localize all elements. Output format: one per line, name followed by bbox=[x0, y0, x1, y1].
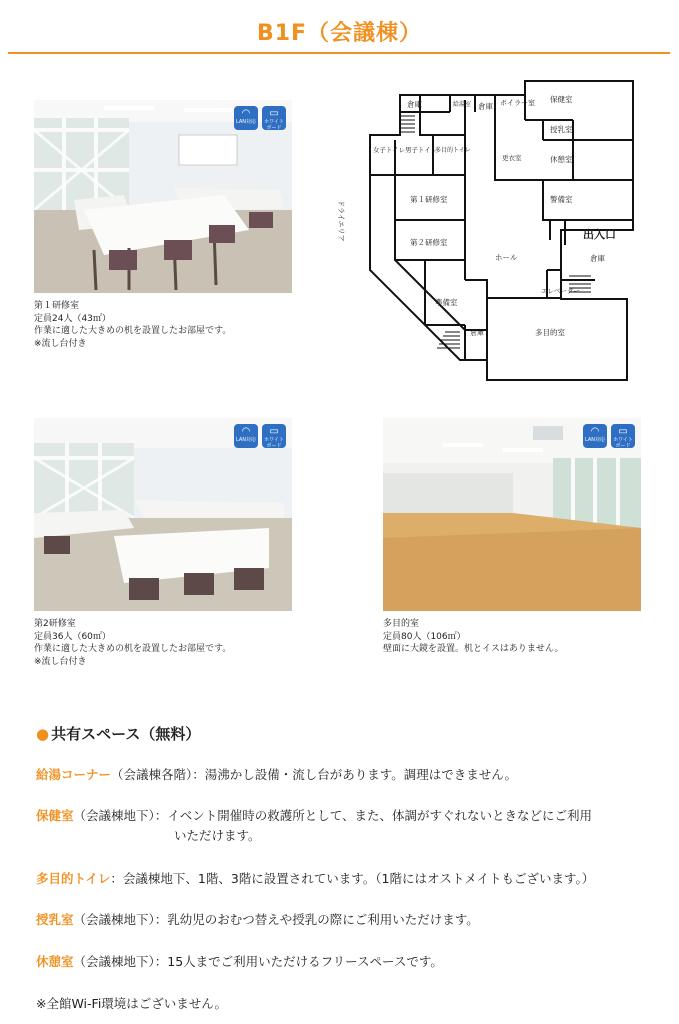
whiteboard-icon: ▭ ホワイトボード bbox=[611, 424, 635, 448]
floor-plan bbox=[337, 80, 635, 380]
svg-text:倉庫: 倉庫 bbox=[590, 254, 605, 263]
lan-icon: ◠ LAN対応 bbox=[234, 106, 258, 130]
lan-icon: ◠ LAN対応 bbox=[583, 424, 607, 448]
svg-text:倉庫: 倉庫 bbox=[478, 102, 493, 111]
svg-text:出入口: 出入口 bbox=[583, 228, 616, 241]
svg-text:女子トイレ: 女子トイレ bbox=[373, 146, 406, 154]
svg-text:準備室: 準備室 bbox=[435, 298, 458, 307]
wifi-note: ※全館Wi-Fi環境はございません。 bbox=[36, 996, 228, 1011]
svg-text:休憩室: 休憩室 bbox=[550, 155, 573, 164]
room1-caption: 第１研修室 定員24人（43㎡） 作業に適した大きめの机を設置したお部屋です。 ※流し台付き bbox=[34, 301, 232, 349]
svg-text:多目的トイレ: 多目的トイレ bbox=[435, 147, 471, 154]
svg-text:エレベーター: エレベーター bbox=[541, 287, 580, 295]
page-title: B1F（会議棟） bbox=[256, 21, 423, 46]
multipurpose-caption: 多目的室 定員80人（106㎡） 壁面に大鏡を設置。机とイスはありません。 bbox=[383, 619, 564, 654]
shared-item-nursing-room: 授乳室（会議棟地下）：乳幼児のおむつ替えや授乳の際にご利用いただけます。 bbox=[36, 912, 479, 927]
svg-text:警備室: 警備室 bbox=[550, 195, 573, 204]
svg-text:男子トイレ: 男子トイレ bbox=[405, 146, 438, 154]
svg-text:多目的室: 多目的室 bbox=[535, 328, 565, 337]
room2-caption: 第2研修室 定員36人（60㎡） 作業に適した大きめの机を設置したお部屋です。 ※流し台付き bbox=[34, 619, 232, 667]
shared-item-kettle-corner: 給湯コーナー（会議棟各階）：湯沸かし設備・流し台があります。調理はできません。 bbox=[36, 767, 518, 782]
svg-text:ドライエリア: ドライエリア bbox=[337, 200, 345, 242]
svg-text:ボイラー室: ボイラー室 bbox=[500, 99, 535, 107]
lan-icon: ◠ LAN対応 bbox=[234, 424, 258, 448]
shared-item-multi-toilet: 多目的トイレ：会議棟地下、1階、3階に設置されています。（1階にはオストメイトもございます。） bbox=[36, 871, 595, 886]
multipurpose-photo bbox=[383, 418, 641, 611]
svg-text:第２研修室: 第２研修室 bbox=[410, 238, 448, 247]
bullet-dot-icon: ● bbox=[36, 725, 50, 743]
room1-photo bbox=[34, 100, 292, 293]
whiteboard-icon: ▭ ホワイトボード bbox=[262, 424, 286, 448]
svg-text:ホール: ホール bbox=[495, 253, 518, 262]
svg-text:授乳室: 授乳室 bbox=[550, 125, 573, 134]
svg-text:更衣室: 更衣室 bbox=[502, 154, 522, 162]
shared-item-health-room: 保健室（会議棟地下）：イベント開催時の救護所として、また、体調がすぐれないときなどにご利用 いただけます。 bbox=[36, 808, 593, 843]
title-divider bbox=[8, 52, 670, 54]
shared-item-rest-room: 休憩室（会議棟地下）：15人までご利用いただけるフリースペースです。 bbox=[36, 954, 443, 969]
svg-text:保健室: 保健室 bbox=[550, 95, 573, 104]
svg-text:倉庫: 倉庫 bbox=[470, 329, 484, 337]
svg-text:給湯室: 給湯室 bbox=[453, 101, 472, 108]
svg-text:第１研修室: 第１研修室 bbox=[410, 195, 448, 204]
svg-text:倉庫: 倉庫 bbox=[407, 100, 422, 109]
whiteboard-icon: ▭ ホワイトボード bbox=[262, 106, 286, 130]
shared-spaces-heading: ● 共有スペース（無料） bbox=[36, 725, 201, 743]
room2-photo bbox=[34, 418, 292, 611]
